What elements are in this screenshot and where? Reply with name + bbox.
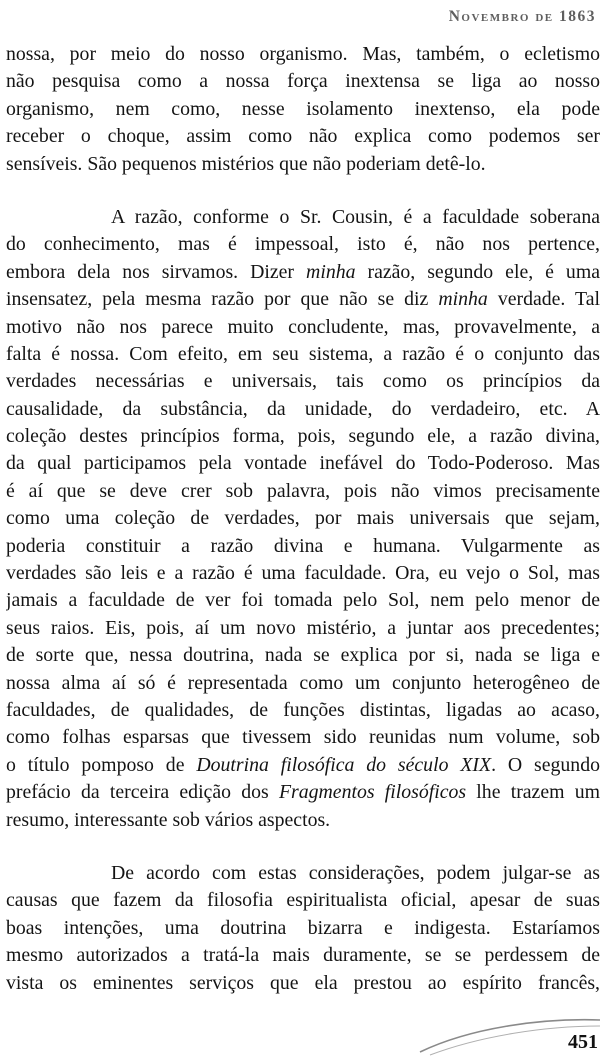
- text-line: não pesquisa como a nossa força inextensa se liga ao nosso: [6, 70, 600, 93]
- text-line: embora dela nos sirvamos. Dizer minha razão, segundo ele, é uma: [6, 260, 600, 283]
- text-line: é aí que se deve crer sob palavra, pois não vimos precisamente: [6, 479, 600, 502]
- text-line: poderia constituir a razão divina e humana. Vulgarmente as: [6, 534, 600, 557]
- text-line: da qual participamos pela vontade inefável do Todo-Poderoso. Mas: [6, 452, 600, 475]
- page-footer: [0, 1000, 606, 1058]
- page-body: [6, 41, 600, 997]
- text-line: verdades necessárias e universais, tais como os princípios da: [6, 370, 600, 393]
- text-line: vista os eminentes serviços que ela prestou ao espírito francês,: [6, 971, 600, 994]
- text-line: insensatez, pela mesma razão por que não se diz minha verdade. Tal: [6, 288, 600, 311]
- paragraph-2: [6, 204, 600, 834]
- text-line: causalidade, da substância, da unidade, do verdadeiro, etc. A: [6, 397, 600, 420]
- text-line: coleção destes princípios forma, pois, segundo ele, a razão divina,: [6, 425, 600, 448]
- text-line: falta é nossa. Com efeito, em seu sistema, a razão é o conjunto das: [6, 342, 600, 365]
- text-line: jamais a faculdade de ver foi tomada pelo Sol, nem pelo menor de: [6, 589, 600, 612]
- text-line: A razão, conforme o Sr. Cousin, é a faculdade soberana: [111, 205, 600, 228]
- text-line: motivo não nos parece muito concludente, mas, provavelmente, a: [6, 315, 600, 338]
- text-line: faculdades, de qualidades, de funções distintas, ligadas ao acaso,: [6, 698, 600, 721]
- text-line: resumo, interessante sob vários aspectos.: [6, 808, 331, 831]
- paragraph-1: [6, 41, 600, 178]
- paragraph-3: [6, 860, 600, 997]
- text-line: como folhas esparsas que tivessem sido reunidas num volume, sob: [6, 726, 600, 749]
- text-line: o título pomposo de Doutrina filosófica do século XIX. O segundo: [6, 753, 600, 776]
- text-line: receber o choque, assim como não explica como podemos ser: [6, 125, 600, 148]
- text-line: como uma coleção de verdades, por mais universais que sejam,: [6, 507, 600, 530]
- text-line: nossa, por meio do nosso organismo. Mas, também, o ecletismo: [6, 43, 600, 65]
- page-number: 451: [568, 1031, 598, 1053]
- paragraph-gap: [6, 834, 600, 860]
- text-line: prefácio da terceira edição dos Fragmentos filosóficos lhe trazem um: [6, 781, 600, 804]
- decorative-swash-icon: [0, 1000, 606, 1058]
- running-header: Novembro de 1863: [448, 8, 596, 25]
- text-line: organismo, nem como, nesse isolamento inextenso, ela pode: [6, 97, 600, 120]
- text-line: do conhecimento, mas é impessoal, isto é, não nos pertence,: [6, 233, 600, 256]
- paragraph-gap: [6, 178, 600, 204]
- text-line: mesmo autorizados a tratá-la mais duramente, se se perdessem de: [6, 944, 600, 967]
- text-line: De acordo com estas considerações, podem julgar-se as: [111, 861, 600, 884]
- text-line: causas que fazem da filosofia espiritualista oficial, apesar de suas: [6, 889, 600, 912]
- text-line: seus raios. Eis, pois, aí um novo mistério, a juntar aos precedentes;: [6, 616, 600, 639]
- text-line: boas intenções, uma doutrina bizarra e indigesta. Estaríamos: [6, 916, 600, 939]
- text-line: de sorte que, nessa doutrina, nada se explica por si, nada se liga e: [6, 644, 600, 667]
- text-line: nossa alma aí só é representada como um conjunto heterogêneo de: [6, 671, 600, 694]
- text-line: verdades são leis e a razão é uma faculdade. Ora, eu vejo o Sol, mas: [6, 562, 600, 585]
- text-line: sensíveis. São pequenos mistérios que não poderiam detê-lo.: [6, 152, 486, 175]
